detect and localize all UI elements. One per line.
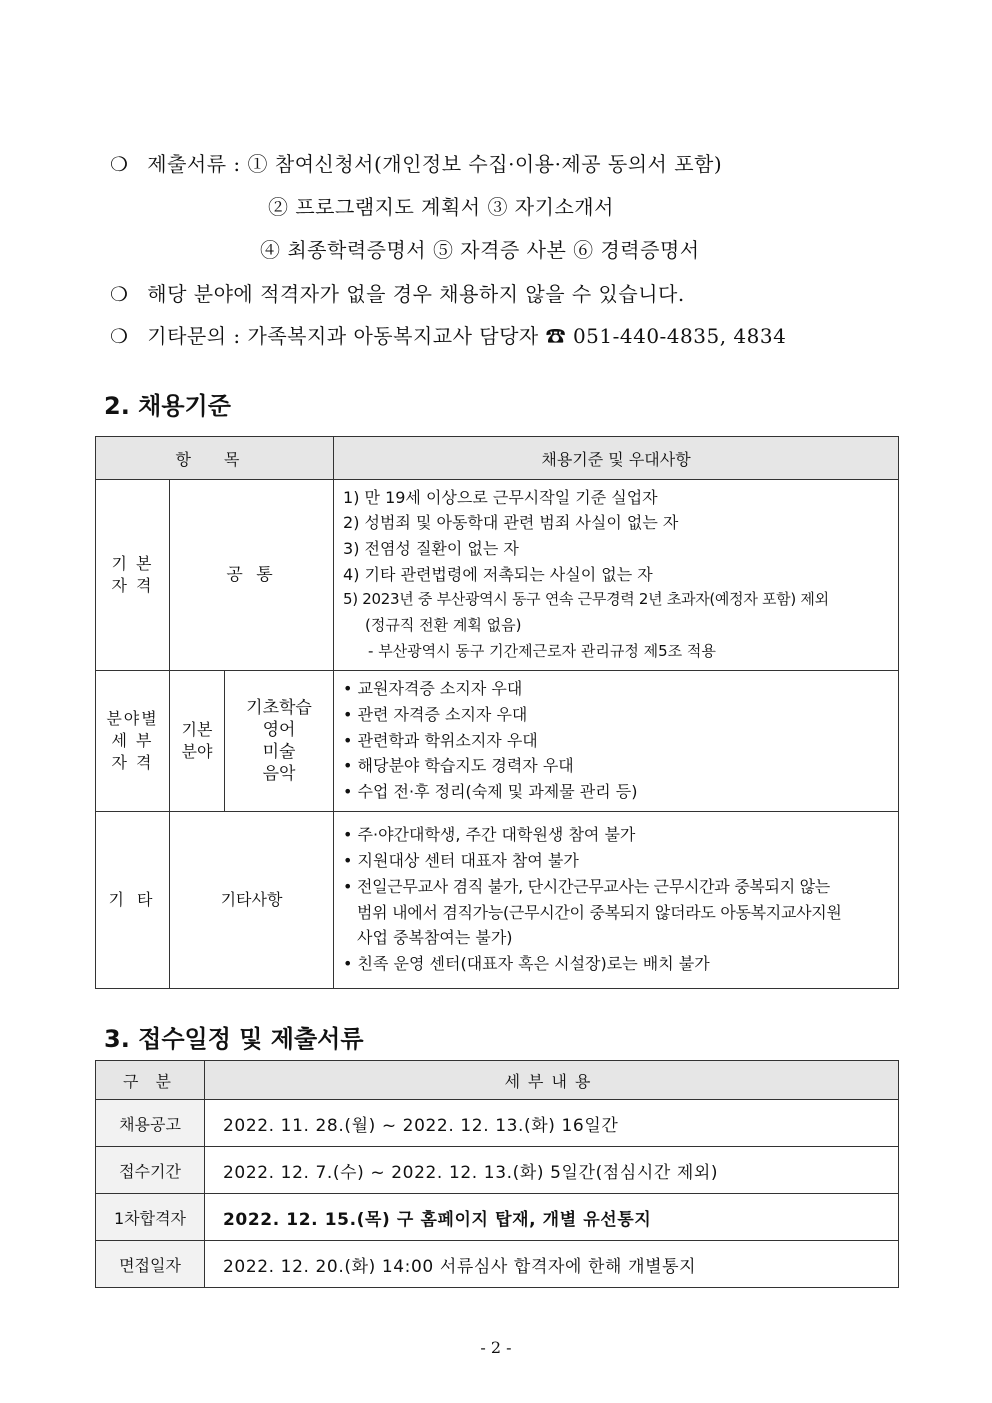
etc-label: 기 타 (96, 812, 170, 989)
schedule-label: 채용공고 (96, 1100, 205, 1147)
field-line-2: • 관련 자격증 소지자 우대 (343, 704, 528, 724)
schedule-value: 2022. 11. 28.(월) ~ 2022. 12. 13.(화) 16일간 (205, 1100, 899, 1147)
header-criteria: 채용기준 및 우대사항 (334, 437, 899, 480)
schedule-value: 2022. 12. 20.(화) 14:00 서류심사 합격자에 한해 개별통지 (205, 1241, 899, 1288)
field-line-3: • 관련학과 학위소지자 우대 (343, 730, 538, 750)
basic-line-1: 1) 만 19세 이상으로 근무시작일 기준 실업자 (343, 487, 658, 507)
etc-line-5: 사업 중복참여는 불가) (357, 928, 513, 948)
section-2-title: 2. 채용기준 (104, 392, 231, 420)
circle-bullet-icon: ❍ (110, 152, 129, 176)
submission-line-2: ② 프로그램지도 계획서 ③ 자기소개서 (268, 195, 614, 219)
basic-line-7: - 부산광역시 동구 기간제근로자 관리규정 제5조 적용 (368, 641, 716, 660)
common-label: 공 통 (170, 480, 334, 671)
submission-line-1 (110, 148, 722, 177)
criteria-header-row (96, 437, 899, 480)
schedule-row (96, 1100, 899, 1147)
etc-line-1: • 주·야간대학생, 주간 대학원생 참여 불가 (343, 825, 636, 845)
etc-line-6: • 친족 운영 센터(대표자 혹은 시설장)로는 배치 불가 (343, 953, 710, 973)
field-qualification-content (334, 671, 899, 812)
schedule-header-row (96, 1061, 899, 1100)
schedule-table (95, 1060, 899, 1288)
basic-qualification-row (96, 480, 899, 671)
field-qualification-row (96, 671, 899, 812)
submission-line-5 (110, 320, 786, 349)
etc-line-4: 범위 내에서 겸직가능(근무시간이 중복되지 않더라도 아동복지교사지원 (357, 902, 842, 922)
header-detail: 세부내용 (205, 1061, 899, 1100)
subject-list: 기초학습 영어 미술 음악 (225, 671, 334, 812)
field-line-1: • 교원자격증 소지자 우대 (343, 679, 523, 699)
submission-line-4 (110, 278, 685, 307)
schedule-row (96, 1147, 899, 1194)
schedule-value: 2022. 12. 15.(목) 구 홈페이지 탑재, 개별 유선통지 (205, 1194, 899, 1241)
basic-line-2: 2) 성범죄 및 아동학대 관련 범죄 사실이 없는 자 (343, 513, 679, 533)
circle-bullet-icon: ❍ (110, 282, 129, 306)
schedule-label: 1차합격자 (96, 1194, 205, 1241)
schedule-value: 2022. 12. 7.(수) ~ 2022. 12. 13.(화) 5일간(점심시간 제외) (205, 1147, 899, 1194)
basic-line-4: 4) 기타 관련법령에 저촉되는 사실이 없는 자 (343, 564, 653, 584)
basic-line-5: 5) 2023년 중 부산광역시 동구 연속 근무경력 2년 초과자(예정자 포함) 제외 (343, 590, 829, 609)
header-category: 구 분 (96, 1061, 205, 1100)
section-3-title: 3. 접수일정 및 제출서류 (104, 1025, 364, 1053)
circle-bullet-icon: ❍ (110, 324, 129, 348)
schedule-label: 면접일자 (96, 1241, 205, 1288)
etc-sub-label: 기타사항 (170, 812, 334, 989)
schedule-label: 접수기간 (96, 1147, 205, 1194)
etc-line-3: • 전일근무교사 겸직 불가, 단시간근무교사는 근무시간과 중복되지 않는 (343, 876, 830, 896)
basic-field-label: 기본 분야 (170, 671, 225, 812)
basic-qualification-label: 기 본 자 격 (96, 480, 170, 671)
field-qualification-label: 분야별 세 부 자 격 (96, 671, 170, 812)
submission-text-4: 해당 분야에 적격자가 없을 경우 채용하지 않을 수 있습니다. (147, 282, 685, 306)
schedule-row (96, 1241, 899, 1288)
page-number: - 2 - (480, 1338, 512, 1357)
submission-text-5: 기타문의 : 가족복지과 아동복지교사 담당자 ☎ 051-440-4835, 4834 (147, 324, 787, 348)
submission-text-1: 제출서류 : ① 참여신청서(개인정보 수집·이용·제공 동의서 포함) (147, 152, 723, 176)
etc-content (334, 812, 899, 989)
field-line-4: • 해당분야 학습지도 경력자 우대 (343, 756, 574, 776)
etc-line-2: • 지원대상 센터 대표자 참여 불가 (343, 851, 579, 871)
criteria-table (95, 436, 899, 989)
field-line-5: • 수업 전·후 정리(숙제 및 과제물 관리 등) (343, 782, 638, 802)
schedule-row (96, 1194, 899, 1241)
submission-line-3: ④ 최종학력증명서 ⑤ 자격증 사본 ⑥ 경력증명서 (260, 238, 700, 262)
basic-qualification-content (334, 480, 899, 671)
header-item: 항 목 (96, 437, 334, 480)
etc-row (96, 812, 899, 989)
basic-line-3: 3) 전염성 질환이 없는 자 (343, 538, 519, 558)
basic-line-6: (정규직 전환 계획 없음) (365, 616, 522, 635)
